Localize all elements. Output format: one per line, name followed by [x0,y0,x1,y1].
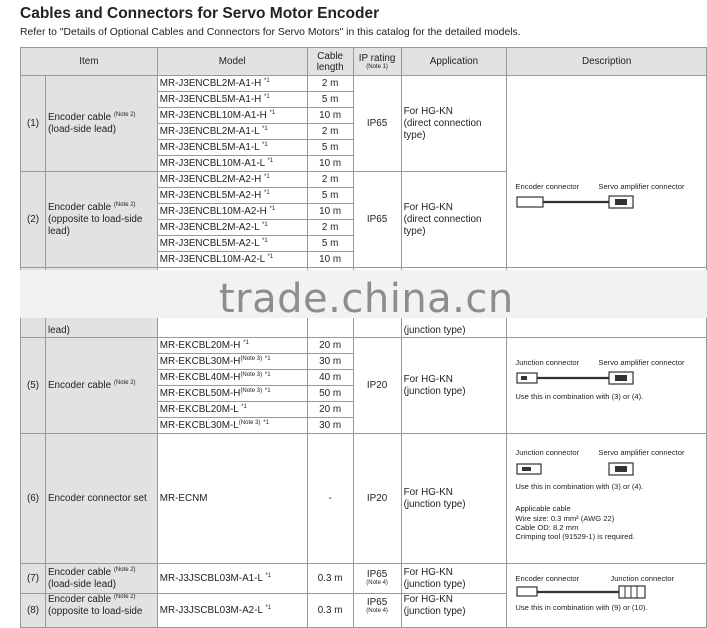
model-sup: *1 [264,387,271,394]
model-sup: *1 [264,173,270,180]
item-text: lead) [47,325,70,336]
cable-assembly-icon [515,370,637,386]
model-text: MR-EKCBL20M-L [159,403,239,415]
usage-note: Use this in combination with (9) or (10). [515,603,648,612]
app-line: (junction type) [403,578,466,590]
item-cell: Encoder connector set [45,434,157,564]
model-sup: *1 [241,403,247,410]
ip-note: (Note 4) [366,580,388,586]
item-text: Encoder cable [47,566,112,578]
app-line: (direct connection [403,213,482,225]
application-cell [401,76,507,172]
model-cell [157,370,307,386]
item-note: (Note 2) [113,111,136,118]
ip-cell: IP65 [353,172,401,268]
description-cell [507,564,707,628]
model-sup: *1 [264,77,270,84]
description-cell [507,434,707,564]
header-application: Application [401,48,507,76]
usage-note: Use this in combination with (3) or (4). [515,482,644,491]
item-text: Encoder cable [47,111,112,123]
model-text: MR-J3ENCBL2M-A1-L [159,125,260,137]
row-index: (2) [21,172,46,268]
model-cell [157,236,307,252]
item-cell [45,594,157,628]
model-sup: *1 [267,157,274,164]
connector-label-left: Encoder connector [515,182,580,191]
model-sup: *1 [265,572,271,579]
connector-icon [607,461,637,477]
model-sup: *1 [267,253,274,260]
application-cell [401,564,507,594]
ip-cell: IP65 [353,76,401,172]
model-text: MR-EKCBL30M-L [159,419,239,431]
length-cell: 10 m [307,108,353,124]
connector-label-right: Servo amplifier connector [598,358,685,367]
model-sup: *1 [243,339,249,346]
item-cell [45,564,157,594]
length-cell: 20 m [307,338,353,354]
item-text-2: (opposite to load-side [47,213,143,225]
item-text-2: (opposite to load-side [47,606,143,617]
app-line: (junction type) [403,385,466,397]
model-sup: *1 [263,419,269,426]
model-text: MR-J3ENCBL5M-A2-L [159,237,260,249]
item-cell [45,172,157,268]
ip-text: IP65 [366,597,388,608]
row-index: (6) [21,434,46,564]
model-text: MR-J3ENCBL10M-A1-L [159,157,265,169]
model-text: MR-EKCBL20M-H [159,339,241,351]
item-note: (Note 2) [113,201,136,208]
item-note: (Note 2) [113,379,136,386]
spec-table [20,47,707,628]
application-cell [401,434,507,564]
model-text: MR-EKCBL50M-H [159,387,241,399]
length-cell: 5 m [307,140,353,156]
connector-label-right: Junction connector [610,574,675,583]
application-cell [401,338,507,434]
usage-note: Use this in combination with (3) or (4). [515,392,644,401]
description-cell [507,338,707,434]
ip-cell [353,564,401,594]
ip-text: IP65 [366,569,388,580]
header-row [21,48,707,76]
model-cell [157,594,307,628]
table-row [21,434,707,564]
header-cable-length: Cable length [307,48,353,76]
spec-line: Cable OD: 8.2 mm [515,523,579,532]
model-sup: *1 [265,604,271,611]
model-text: MR-J3ENCBL5M-A1-L [159,141,260,153]
model-sup: *1 [262,125,268,132]
ip-cell [353,594,401,628]
cable-assembly-icon [515,194,637,210]
length-cell: 5 m [307,92,353,108]
model-text: MR-J3JSCBL03M-A2-L [159,604,263,616]
table-row [21,564,707,594]
app-line: For HG-KN [403,373,453,385]
model-text: MR-J3ENCBL5M-A1-H [159,93,262,105]
app-line: type) [403,129,426,141]
app-line: For HG-KN [403,594,453,605]
table-row [21,338,707,354]
model-cell [157,418,307,434]
length-cell: 0.3 m [307,594,353,628]
model-cell [157,92,307,108]
model-text: MR-EKCBL30M-H [159,355,241,367]
length-cell: 10 m [307,156,353,172]
model-text: MR-J3ENCBL10M-A2-H [159,205,267,217]
model-cell [157,220,307,236]
row-index: (8) [21,594,46,628]
model-note: (Note 3) [240,387,263,394]
item-text: Encoder cable [47,201,112,213]
table-row [21,76,707,92]
connector-label-right: Servo amplifier connector [598,182,685,191]
row-index: (1) [21,76,46,172]
item-text: Encoder cable [47,594,112,605]
model-note: (Note 3) [240,355,263,362]
model-cell [157,338,307,354]
app-line: For HG-KN [403,486,453,498]
connector-label-left: Junction connector [515,448,580,457]
model-cell [157,188,307,204]
length-cell: 5 m [307,188,353,204]
model-sup: *1 [264,93,270,100]
model-cell: MR-ECNM [157,434,307,564]
watermark-text: trade.china.cn [219,276,514,322]
application-cell [401,594,507,628]
ip-cell: IP20 [353,338,401,434]
length-cell: 10 m [307,252,353,268]
model-cell [157,124,307,140]
header-item: Item [21,48,158,76]
model-sup: *1 [264,355,271,362]
model-cell [157,386,307,402]
item-text-2: (load-side lead) [47,578,117,590]
item-note: (Note 2) [113,566,136,573]
header-description: Description [507,48,707,76]
connector-icon [515,462,545,476]
length-cell: 40 m [307,370,353,386]
model-sup: *1 [262,141,268,148]
header-model: Model [157,48,307,76]
app-line: For HG-KN [403,105,453,117]
row-index: (7) [21,564,46,594]
cable-assembly-icon [515,584,655,600]
connector-label-right: Servo amplifier connector [598,448,685,457]
length-cell: 5 m [307,236,353,252]
model-text: MR-J3ENCBL10M-A1-H [159,109,267,121]
model-cell [157,156,307,172]
app-line: type) [403,225,426,237]
header-ip-note: (Note 1) [366,63,388,70]
page-title: Cables and Connectors for Servo Motor Encoder [20,5,380,22]
connector-label-left: Junction connector [515,358,580,367]
model-cell [157,172,307,188]
length-cell: 20 m [307,402,353,418]
length-cell: 2 m [307,220,353,236]
model-text: MR-J3ENCBL5M-A2-H [159,189,262,201]
model-sup: *1 [262,221,268,228]
app-line: (junction type) [403,606,466,617]
item-text: Encoder cable [47,379,112,391]
spec-line: Wire size: 0.3 mm² (AWG 22) [515,514,615,523]
model-text: MR-J3ENCBL2M-A2-H [159,173,262,185]
spec-title: Applicable cable [515,504,571,513]
item-note: (Note 2) [113,594,136,600]
length-cell: 2 m [307,172,353,188]
model-text: MR-J3ENCBL2M-A1-H [159,77,262,89]
row-index: (5) [21,338,46,434]
header-ip-label: IP rating [358,52,396,64]
model-cell [157,108,307,124]
model-note: (Note 3) [240,371,263,378]
length-cell: 2 m [307,124,353,140]
item-text-2: (load-side lead) [47,123,117,135]
header-ip-rating [353,48,401,76]
description-cell [507,76,707,268]
ip-cell: IP20 [353,434,401,564]
model-text: MR-J3JSCBL03M-A1-L [159,572,263,584]
item-cell [45,76,157,172]
model-cell [157,354,307,370]
application-cell [401,172,507,268]
model-sup: *1 [264,371,271,378]
app-line: (junction type) [403,498,466,510]
length-cell: 10 m [307,204,353,220]
length-cell: 0.3 m [307,564,353,594]
app-line: (junction type) [403,325,466,336]
page-subtitle: Refer to "Details of Optional Cables and Connectors for Servo Motors" in this catalog for the detailed models. [20,27,521,38]
model-text: MR-J3ENCBL10M-A2-L [159,253,265,265]
model-sup: *1 [269,205,276,212]
model-cell [157,564,307,594]
length-cell: 30 m [307,354,353,370]
spec-line: Crimping tool (91529-1) is required. [515,532,635,541]
model-sup: *1 [269,109,276,116]
model-note: (Note 3) [238,419,261,426]
length-cell: 50 m [307,386,353,402]
model-cell [157,204,307,220]
item-cell [45,338,157,434]
app-line: For HG-KN [403,201,453,213]
model-text: MR-EKCBL40M-H [159,371,241,383]
length-cell: 2 m [307,76,353,92]
item-text-3: lead) [47,225,70,237]
connector-label-left: Encoder connector [515,574,580,583]
model-cell [157,140,307,156]
model-text: MR-J3ENCBL2M-A2-L [159,221,260,233]
ip-note: (Note 4) [366,608,388,614]
length-cell: - [307,434,353,564]
model-cell [157,402,307,418]
model-sup: *1 [264,189,270,196]
model-cell [157,76,307,92]
model-cell [157,252,307,268]
length-cell: 30 m [307,418,353,434]
app-line: For HG-KN [403,566,453,578]
app-line: (direct connection [403,117,482,129]
model-sup: *1 [262,237,268,244]
